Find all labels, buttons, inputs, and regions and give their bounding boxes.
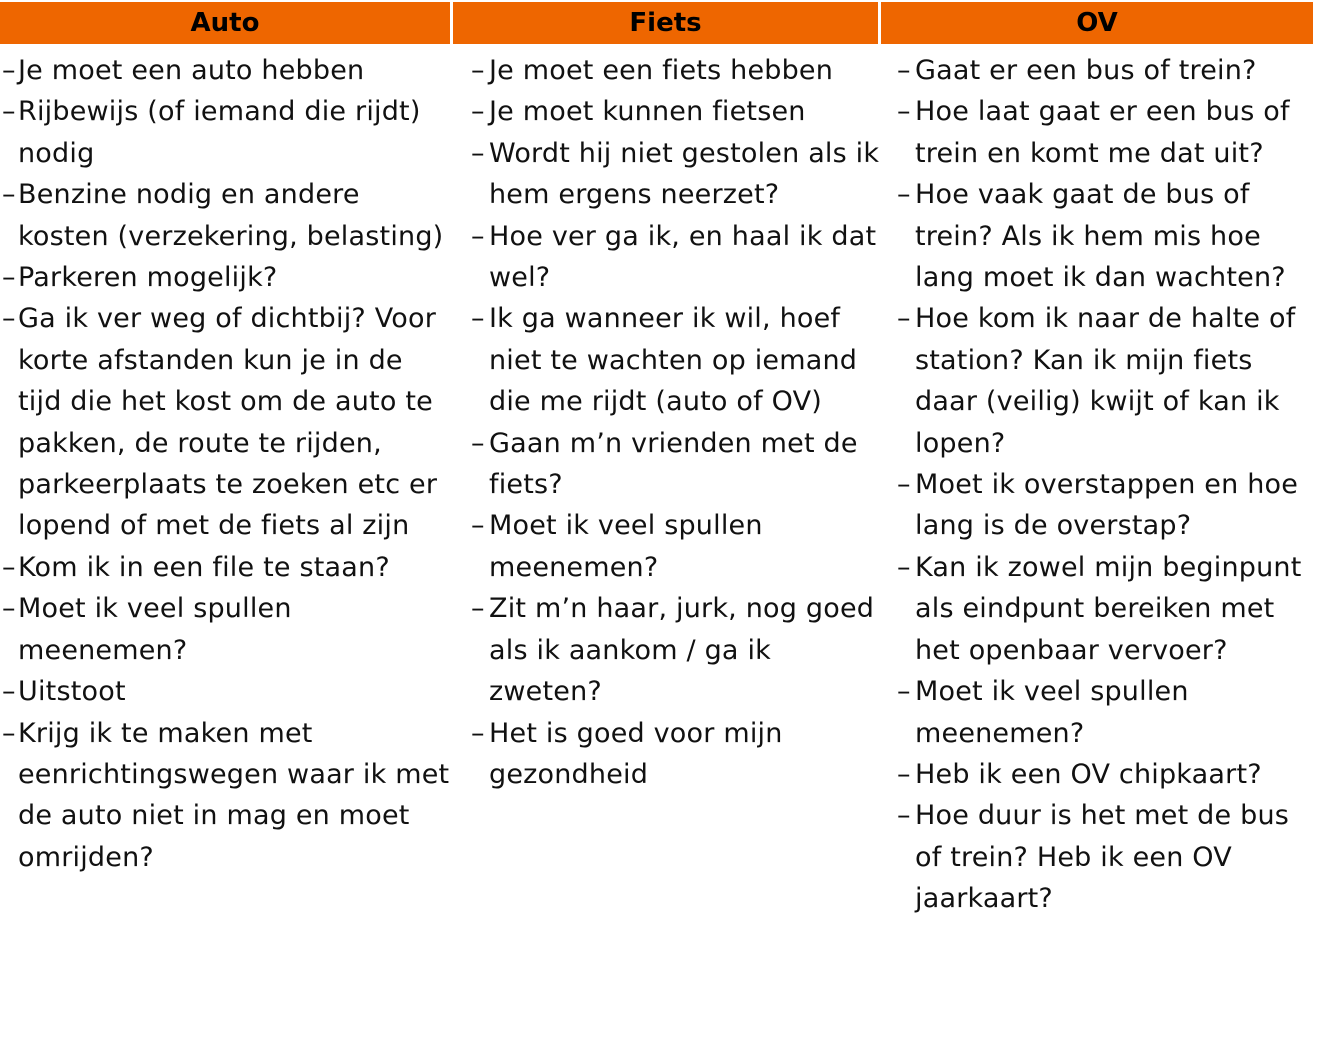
item-text: Uitstoot — [18, 676, 126, 708]
dash-bullet-icon: – — [471, 96, 485, 128]
dash-bullet-icon: – — [2, 717, 16, 749]
dash-bullet-icon: – — [897, 469, 911, 501]
fiets-list — [471, 50, 881, 795]
dash-bullet-icon: – — [471, 593, 485, 625]
list-item — [471, 133, 881, 216]
item-text: Rijbewijs (of iemand die rijdt) nodig — [18, 96, 421, 169]
list-item — [471, 50, 881, 91]
list-item — [897, 91, 1313, 174]
dash-bullet-icon: – — [471, 510, 485, 542]
list-item — [471, 298, 881, 422]
item-text: Moet ik veel spullen meenemen? — [489, 510, 763, 583]
list-item — [897, 795, 1313, 919]
list-item — [471, 588, 881, 712]
item-text: Hoe kom ik naar de halte of station? Kan ik mijn fiets daar (veilig) kwijt of kan ik lopen? — [915, 303, 1296, 459]
list-item — [897, 464, 1313, 547]
dash-bullet-icon: – — [2, 676, 16, 708]
dash-bullet-icon: – — [2, 551, 16, 583]
list-item — [897, 298, 1313, 464]
ov-list — [897, 50, 1313, 920]
dash-bullet-icon: – — [897, 758, 911, 790]
item-text: Wordt hij niet gestolen als ik hem ergens neerzet? — [489, 137, 880, 211]
auto-list — [0, 50, 453, 878]
item-text: Ik ga wanneer ik wil, hoef niet te wachten op iemand die me rijdt (auto of OV) — [489, 303, 858, 418]
item-text: Hoe ver ga ik, en haal ik dat wel? — [489, 220, 877, 294]
list-item — [471, 505, 881, 588]
list-item — [471, 216, 881, 299]
header-ov: OV — [881, 2, 1313, 44]
list-item — [0, 588, 453, 671]
column-ov — [881, 50, 1313, 920]
dash-bullet-icon: – — [897, 303, 911, 335]
item-text: Moet ik veel spullen meenemen? — [18, 593, 292, 666]
list-item — [471, 91, 881, 132]
comparison-table — [0, 2, 1313, 920]
list-item — [897, 547, 1313, 671]
dash-bullet-icon: – — [2, 303, 16, 335]
list-item — [897, 50, 1313, 91]
header-fiets: Fiets — [453, 2, 878, 44]
header-auto: Auto — [0, 2, 450, 44]
item-text: Kan ik zowel mijn beginpunt als eindpunt bereiken met het openbaar vervoer? — [915, 551, 1302, 666]
list-item — [0, 713, 453, 879]
list-item — [897, 671, 1313, 754]
list-item — [0, 174, 453, 257]
dash-bullet-icon: – — [471, 717, 485, 749]
dash-bullet-icon: – — [471, 137, 485, 169]
dash-bullet-icon: – — [471, 55, 485, 86]
item-text: Hoe duur is het met de bus of trein? Heb ik een OV jaarkaart? — [915, 800, 1290, 915]
dash-bullet-icon: – — [471, 303, 485, 335]
dash-bullet-icon: – — [897, 551, 911, 583]
list-item — [0, 671, 453, 712]
list-item — [0, 257, 453, 298]
item-text: Ga ik ver weg of dichtbij? Voor korte afstanden kun je in de tijd die het kost om de auto te pakken, de route te rijden, parkeerplaats te zoeken etc er lopend of met de fiets al zijn — [18, 303, 438, 542]
list-item — [471, 713, 881, 796]
item-text: Je moet een fiets hebben — [489, 55, 834, 86]
dash-bullet-icon: – — [471, 427, 485, 459]
item-text: Je moet kunnen fietsen — [489, 96, 806, 128]
dash-bullet-icon: – — [897, 800, 911, 832]
item-text: Kom ik in een file te staan? — [18, 551, 390, 583]
column-auto — [0, 50, 453, 920]
list-item — [471, 423, 881, 506]
list-item — [0, 50, 453, 91]
column-fiets — [453, 50, 881, 920]
item-text: Hoe vaak gaat de bus of trein? Als ik hem mis hoe lang moet ik dan wachten? — [915, 179, 1286, 294]
body-row — [0, 50, 1313, 920]
dash-bullet-icon: – — [2, 593, 16, 625]
item-text: Moet ik veel spullen meenemen? — [915, 676, 1189, 749]
dash-bullet-icon: – — [2, 96, 16, 128]
list-item — [897, 754, 1313, 795]
dash-bullet-icon: – — [2, 262, 16, 294]
item-text: Het is goed voor mijn gezondheid — [489, 717, 783, 790]
dash-bullet-icon: – — [2, 55, 16, 86]
dash-bullet-icon: – — [897, 96, 911, 128]
dash-bullet-icon: – — [897, 676, 911, 708]
dash-bullet-icon: – — [471, 220, 485, 252]
item-text: Moet ik overstappen en hoe lang is de overstap? — [915, 469, 1299, 542]
dash-bullet-icon: – — [897, 55, 911, 86]
item-text: Je moet een auto hebben — [18, 55, 365, 86]
list-item — [0, 91, 453, 174]
list-item — [0, 547, 453, 588]
dash-bullet-icon: – — [2, 179, 16, 211]
item-text: Zit m’n haar, jurk, nog goed als ik aankom / ga ik zweten? — [489, 593, 875, 708]
item-text: Benzine nodig en andere kosten (verzekering, belasting) — [18, 179, 444, 252]
list-item — [0, 298, 453, 546]
item-text: Gaat er een bus of trein? — [915, 55, 1257, 86]
item-text: Hoe laat gaat er een bus of trein en komt me dat uit? — [915, 96, 1290, 169]
item-text: Heb ik een OV chipkaart? — [915, 758, 1262, 790]
header-row — [0, 2, 1313, 44]
item-text: Parkeren mogelijk? — [18, 262, 278, 294]
item-text: Krijg ik te maken met eenrichtingswegen waar ik met de auto niet in mag en moet omrijden? — [18, 717, 450, 873]
dash-bullet-icon: – — [897, 179, 911, 211]
list-item — [897, 174, 1313, 298]
item-text: Gaan m’n vrienden met de fiets? — [489, 427, 858, 501]
